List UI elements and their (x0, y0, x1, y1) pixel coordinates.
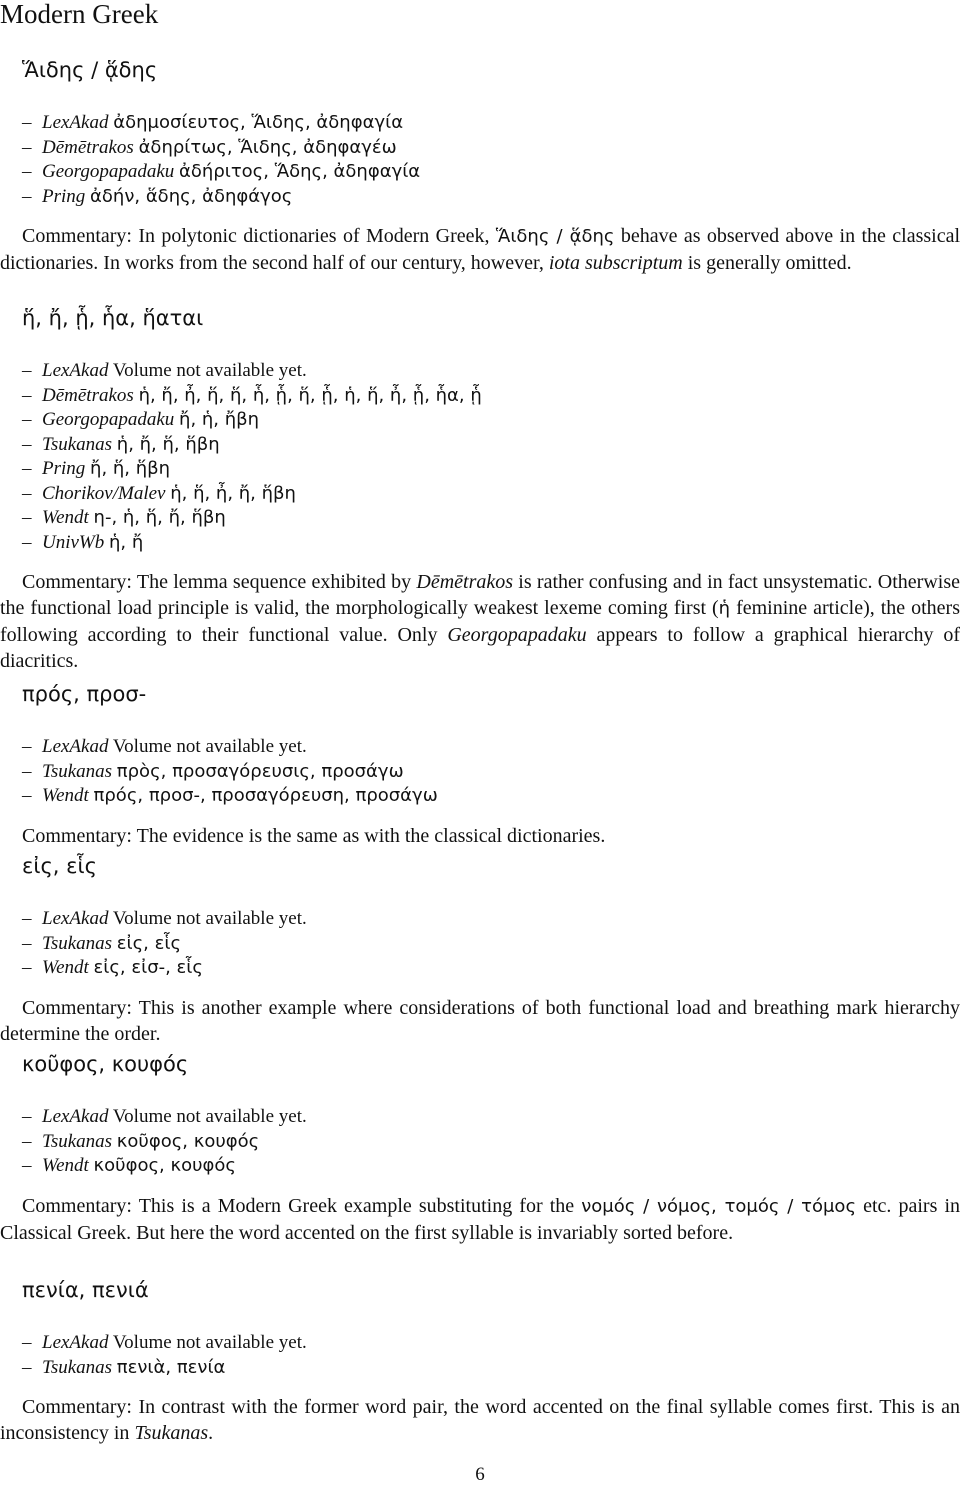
source-forms: ἀδημοσίευτος, Ἅιδης, ἀδηφαγία (113, 112, 404, 133)
source-forms: πενιὰ, πενία (116, 1356, 226, 1378)
source-forms: πρός, προσ-, προσαγόρευση, προσάγω (93, 785, 438, 806)
commentary-segment: . (208, 1422, 214, 1444)
list-dash: – (22, 1332, 32, 1353)
list-dash: – (22, 458, 32, 479)
list-dash: – (22, 409, 32, 430)
list-dash: – (22, 136, 32, 158)
source-name: Tsukanas (42, 1130, 113, 1152)
dictionary-entry (0, 1277, 960, 1446)
source-forms: η-, ἡ, ἥ, ἤ, ἥβη (93, 507, 226, 528)
source-forms: ἡ, ἤ (109, 531, 144, 553)
dictionary-entry (0, 681, 960, 849)
source-name: LexAkad (42, 360, 109, 381)
source-forms: κοῦφος, κουφός (93, 1155, 236, 1176)
source-name: Tsukanas (42, 760, 113, 782)
entry-lemma: κοῦφος, κουφός (22, 1052, 189, 1076)
list-dash: – (22, 360, 32, 381)
entry-lemma: πρός, προσ- (22, 682, 147, 706)
list-dash: – (22, 482, 32, 504)
commentary-segment: iota subscriptum (548, 252, 683, 274)
list-dash: – (22, 932, 32, 954)
source-item (22, 956, 960, 981)
commentary-segment: Commentary: The lemma sequence exhibited by (22, 571, 417, 593)
dictionary-entry (0, 853, 960, 1047)
list-dash: – (22, 908, 32, 929)
source-forms: ἀδήν, ἅδης, ἀδηφάγος (90, 185, 293, 207)
source-forms: ἡ, ἤ, ἦ, ἥ, ἥ, ἧ, ᾗ, ἥ, ᾗ, ἡ, ἥ, ἦ, ᾗ, ἧα, ᾗ (138, 384, 482, 406)
commentary-segment: νομός / νόμος, τομός / τόμος (581, 1195, 857, 1217)
source-forms: εἰς, εἰσ-, εἷς (93, 957, 203, 978)
list-dash: – (22, 1155, 32, 1176)
list-dash: – (22, 507, 32, 528)
commentary-segment: Ἅιδης / ᾅδης (495, 226, 615, 247)
entry-lemma: εἰς, εἷς (22, 854, 97, 878)
commentary-segment: Commentary: In contrast with the former word pair, the word accented on the final syllable comes first. This is an inconsistency in (0, 1396, 960, 1444)
list-dash: – (22, 1106, 32, 1127)
commentary-segment: is generally omitted. (682, 252, 852, 274)
commentary-segment: ἡ (718, 598, 731, 619)
source-item (22, 531, 960, 556)
list-dash: – (22, 384, 32, 406)
source-list (0, 1105, 960, 1179)
commentary (0, 995, 960, 1047)
source-name: Wendt (42, 1155, 89, 1176)
source-item (22, 760, 960, 785)
dictionary-entry (0, 1051, 960, 1246)
source-name: LexAkad (42, 1332, 109, 1353)
source-name: Tsukanas (42, 1356, 113, 1378)
page-number: 6 (475, 1464, 485, 1485)
list-dash: – (22, 736, 32, 757)
commentary-segment: Commentary: This is another example where considerations of both functional load and breathing mark hierarchy determine the order. (0, 996, 960, 1045)
source-item (22, 506, 960, 531)
source-item (22, 1130, 960, 1155)
source-forms: Volume not available yet. (112, 908, 307, 929)
source-list (0, 1331, 960, 1380)
list-dash: – (22, 112, 32, 133)
source-name: Dēmētrakos (42, 136, 134, 158)
commentary-segment: etc. pairs in Classical Greek. But here the word accented on the first syllable is invariably sorted before. (0, 1194, 960, 1244)
commentary (0, 223, 960, 276)
commentary-segment: Commentary: This is a Modern Greek example substituting for the (22, 1194, 582, 1217)
source-list (0, 735, 960, 809)
source-forms: ἡ, ἥ, ἦ, ἤ, ἥβη (170, 482, 296, 504)
source-name: Pring (42, 185, 86, 207)
source-item (22, 384, 960, 409)
source-name: Pring (42, 458, 86, 479)
source-item (22, 408, 960, 433)
source-forms: Volume not available yet. (112, 736, 307, 757)
commentary-segment: behave as observed above in the classical dictionaries. In works from the second half of our century, however, (0, 225, 960, 274)
source-name: LexAkad (42, 112, 109, 133)
list-dash: – (22, 433, 32, 455)
commentary (0, 1394, 960, 1446)
entry-lemma: Ἅιδης / ᾅδης (22, 58, 158, 82)
commentary-segment: feminine article), the others following according to their functional value. Only (0, 597, 960, 646)
source-name: Wendt (42, 957, 89, 978)
source-item (22, 907, 960, 932)
commentary (0, 823, 960, 849)
commentary-segment: Commentary: In polytonic dictionaries of Modern Greek, (22, 225, 496, 247)
source-name: UnivWb (42, 531, 105, 553)
source-forms: εἰς, εἷς (116, 932, 182, 954)
source-item (22, 932, 960, 957)
list-dash: – (22, 531, 32, 553)
source-forms: πρὸς, προσαγόρευσις, προσάγω (116, 760, 404, 782)
commentary-segment: appears to follow a graphical hierarchy of diacritics. (0, 624, 960, 672)
source-item (22, 433, 960, 458)
commentary-segment: Georgopapadaku (447, 624, 587, 646)
source-name: Dēmētrakos (42, 384, 134, 406)
source-forms: Volume not available yet. (112, 1106, 307, 1127)
source-forms: κοῦφος, κουφός (116, 1130, 260, 1152)
list-dash: – (22, 785, 32, 806)
commentary-segment: Commentary: The evidence is the same as with the classical dictionaries. (22, 824, 606, 847)
list-dash: – (22, 1130, 32, 1152)
list-dash: – (22, 760, 32, 782)
entry-lemma: ἥ, ἤ, ᾗ, ἧα, ἥαται (22, 306, 204, 330)
source-item (22, 359, 960, 384)
source-item (22, 457, 960, 482)
commentary-segment: Dēmētrakos (416, 571, 514, 593)
source-forms: ἤ, ἥ, ἥβη (90, 458, 171, 479)
source-item (22, 482, 960, 507)
source-item (22, 735, 960, 760)
source-forms: ἀδήριτος, Ἅδης, ἀδηφαγία (179, 161, 421, 182)
source-list (0, 359, 960, 555)
source-forms: Volume not available yet. (112, 360, 307, 381)
list-dash: – (22, 185, 32, 207)
source-name: Tsukanas (42, 932, 113, 954)
commentary-segment: Tsukanas (134, 1422, 209, 1444)
source-item (22, 136, 960, 161)
source-forms: ἤ, ἡ, ἤβη (179, 409, 260, 430)
dictionary-entry (0, 57, 960, 276)
source-item (22, 784, 960, 809)
source-name: Chorikov/Malev (42, 482, 166, 504)
list-dash: – (22, 161, 32, 182)
source-name: LexAkad (42, 1106, 109, 1127)
section-title: Modern Greek (0, 0, 159, 29)
source-name: LexAkad (42, 908, 109, 929)
source-forms: Volume not available yet. (112, 1332, 307, 1353)
source-name: Wendt (42, 785, 89, 806)
source-item (22, 1331, 960, 1356)
entry-lemma: πενία, πενιά (22, 1278, 149, 1302)
source-item (22, 1154, 960, 1179)
source-list (0, 907, 960, 981)
dictionary-entry (0, 305, 960, 674)
source-name: Georgopapadaku (42, 409, 175, 430)
commentary (0, 1193, 960, 1246)
source-item (22, 160, 960, 185)
list-dash: – (22, 957, 32, 978)
source-forms: ἀδηρίτως, Ἅιδης, ἀδηφαγέω (138, 136, 397, 158)
source-name: LexAkad (42, 736, 109, 757)
commentary (0, 569, 960, 674)
source-name: Tsukanas (42, 433, 113, 455)
source-item (22, 1356, 960, 1381)
source-forms: ἡ, ἤ, ἥ, ἥβη (116, 433, 220, 455)
source-item (22, 185, 960, 210)
source-list (0, 111, 960, 209)
list-dash: – (22, 1356, 32, 1378)
source-item (22, 111, 960, 136)
commentary-segment: is rather confusing and in fact unsystematic. Otherwise the functional load principle is valid, the morphologically weakest lexeme coming first ( (0, 571, 960, 619)
source-name: Georgopapadaku (42, 161, 175, 182)
source-name: Wendt (42, 507, 89, 528)
source-item (22, 1105, 960, 1130)
